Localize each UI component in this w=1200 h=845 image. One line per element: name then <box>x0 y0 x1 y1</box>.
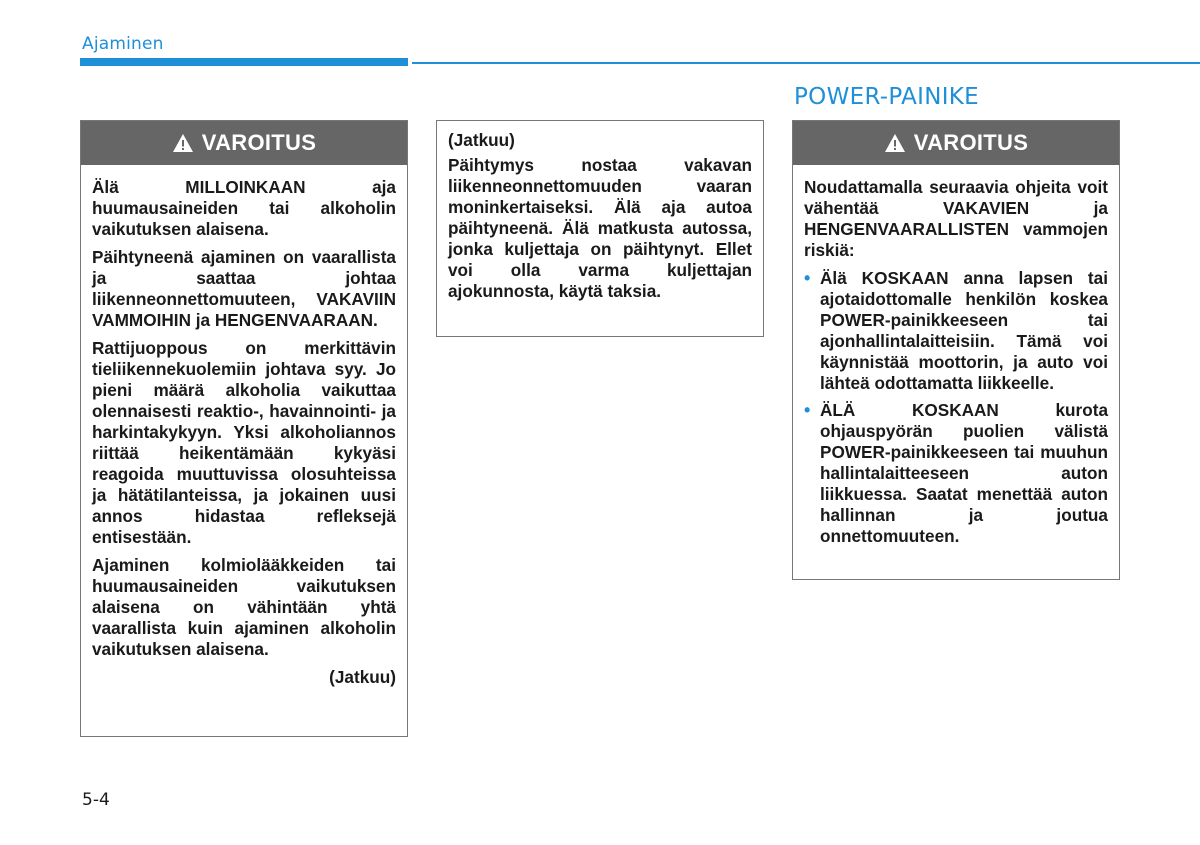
continuation-text: Päihtymys nostaa vakavan liikenneonnettomuuden vaaran moninkertaiseksi. Älä aja autoa päihtyneenä. Älä matkusta autossa, jonka kuljettaja on päihtynyt. Ellet voi olla varma kuljettajan ajokunnosta, käytä taksia. <box>448 155 752 301</box>
warning-intro: Noudattamalla seuraavia ohjeita voit vähentää VAKAVIEN ja HENGENVAARALLISTEN vammojen riskiä: <box>804 177 1108 260</box>
list-item <box>804 400 1108 547</box>
continuation-body <box>437 121 763 319</box>
warning-bullet-list <box>804 268 1108 547</box>
warning-title: VAROITUS <box>913 130 1029 155</box>
warning-paragraph: Ajaminen kolmiolääkkeiden tai huumausaineiden vaikutuksen alaisena on vähintään yhtä vaarallista kuin ajaminen alkoholin vaikutuksen alaisena. <box>92 555 396 659</box>
header-rule-thin <box>412 62 1200 64</box>
warning-box-right <box>792 120 1120 580</box>
warning-paragraph: Rattijuoppous on merkittävin tieliikennekuolemiin johtava syy. Jo pieni määrä alkoholia vaikuttaa olennaisesti reaktio-, havainnointi- ja harkintakykyyn. Yksi alkoholiannos riittää heikentämään kykyäsi reagoida muuttuvissa olosuhteissa ja hätätilanteissa, ja jokainen uusi annos hidastaa refleksejä entisestään. <box>92 338 396 547</box>
warning-header <box>81 121 407 165</box>
bullet-dot-icon: • <box>804 268 811 288</box>
header-rule-thick <box>80 58 408 66</box>
bullet-text: ÄLÄ KOSKAAN kurota ohjauspyörän puolien välistä POWER-painikkeeseen tai muuhun hallintalaitteeseen auton liikkuessa. Saatat menettää auton hallinnan ja joutua onnettomuuteen. <box>820 400 1108 546</box>
continuation-label: (Jatkuu) <box>448 130 515 150</box>
warning-body <box>81 165 407 698</box>
warning-triangle-icon <box>884 133 906 153</box>
bullet-text: Älä KOSKAAN anna lapsen tai ajotaidottomalle henkilön koskea POWER-painikkeeseen tai ajonhallintalaitteisiin. Tämä voi käynnistää moottorin, ja auto voi lähteä odottamatta liikkeelle. <box>820 268 1108 393</box>
warning-header <box>793 121 1119 165</box>
warning-paragraph: Älä MILLOINKAAN aja huumausaineiden tai alkoholin vaikutuksen alaisena. <box>92 177 396 239</box>
warning-title: VAROITUS <box>201 130 317 155</box>
page-heading: POWER-PAINIKE <box>794 84 980 110</box>
warning-body <box>793 165 1119 563</box>
section-title: Ajaminen <box>82 34 164 54</box>
list-item <box>804 268 1108 394</box>
warning-paragraph: Päihtyneenä ajaminen on vaarallista ja saattaa johtaa liikenneonnettomuuteen, VAKAVIIN VAMMOIHIN ja HENGENVAARAAN. <box>92 247 396 330</box>
continuation-box <box>436 120 764 337</box>
bullet-dot-icon: • <box>804 400 811 420</box>
page-number: 5-4 <box>82 790 110 810</box>
continued-label: (Jatkuu) <box>329 667 396 687</box>
warning-box-left <box>80 120 408 737</box>
warning-triangle-icon <box>172 133 194 153</box>
